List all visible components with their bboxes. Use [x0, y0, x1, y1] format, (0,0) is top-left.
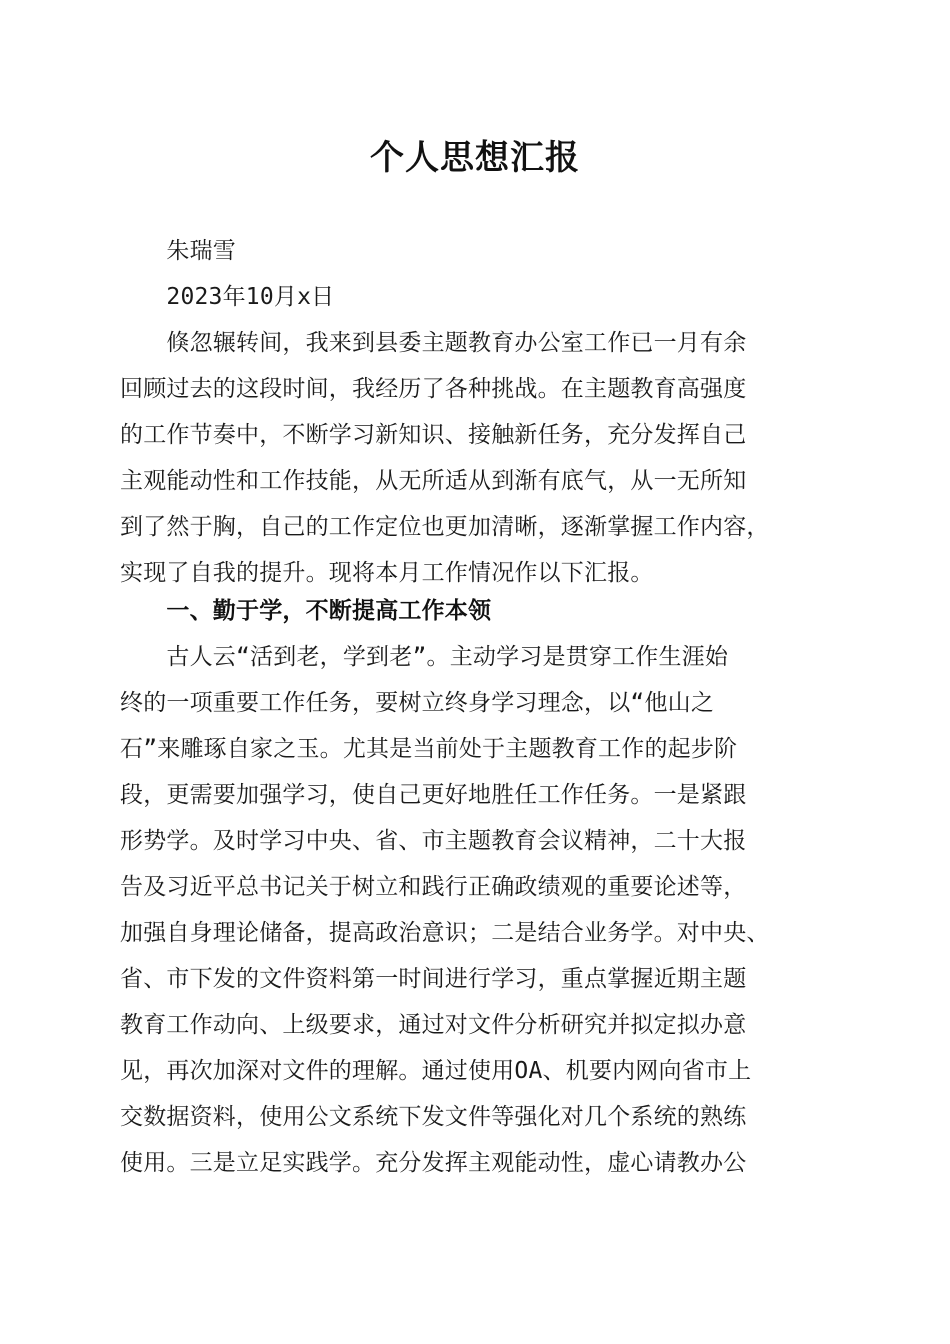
section-heading: 一、勤于学，不断提高工作本领: [120, 598, 492, 624]
paragraph-line: 形势学。及时学习中央、省、市主题教育会议精神，二十大报: [120, 828, 747, 854]
paragraph-line: 交数据资料，使用公文系统下发文件等强化对几个系统的熟练: [120, 1104, 747, 1130]
paragraph-line: 加强自身理论储备，提高政治意识；二是结合业务学。对中央、: [120, 920, 770, 946]
paragraph-line: 段，更需要加强学习，使自己更好地胜任工作任务。一是紧跟: [120, 782, 747, 808]
author-line: 朱瑞雪: [120, 238, 236, 264]
paragraph-line: 主观能动性和工作技能，从无所适从到渐有底气，从一无所知: [120, 468, 747, 494]
paragraph-line: 古人云“活到老，学到老”。主动学习是贯穿工作生涯始: [120, 644, 729, 670]
paragraph-line: 见，再次加深对文件的理解。通过使用OA、机要内网向省市上: [120, 1058, 752, 1084]
date-line: 2023年10月x日: [120, 284, 335, 310]
paragraph-line: 实现了自我的提升。现将本月工作情况作以下汇报。: [120, 560, 654, 586]
paragraph-line: 回顾过去的这段时间，我经历了各种挑战。在主题教育高强度: [120, 376, 747, 402]
paragraph-line: 教育工作动向、上级要求，通过对文件分析研究并拟定拟办意: [120, 1012, 747, 1038]
paragraph-line: 使用。三是立足实践学。充分发挥主观能动性，虚心请教办公: [120, 1150, 747, 1176]
paragraph-line: 倏忽辗转间，我来到县委主题教育办公室工作已一月有余: [120, 330, 747, 356]
paragraph-line: 到了然于胸，自己的工作定位也更加清晰，逐渐掌握工作内容，: [120, 514, 770, 540]
paragraph-line: 告及习近平总书记关于树立和践行正确政绩观的重要论述等，: [120, 874, 747, 900]
paragraph-line: 省、市下发的文件资料第一时间进行学习，重点掌握近期主题: [120, 966, 747, 992]
document-title: 个人思想汇报: [370, 138, 580, 178]
paragraph-line: 的工作节奏中，不断学习新知识、接触新任务，充分发挥自己: [120, 422, 747, 448]
paragraph-line: 石”来雕琢自家之玉。尤其是当前处于主题教育工作的起步阶: [120, 736, 738, 762]
paragraph-line: 终的一项重要工作任务，要树立终身学习理念，以“他山之: [120, 690, 715, 716]
